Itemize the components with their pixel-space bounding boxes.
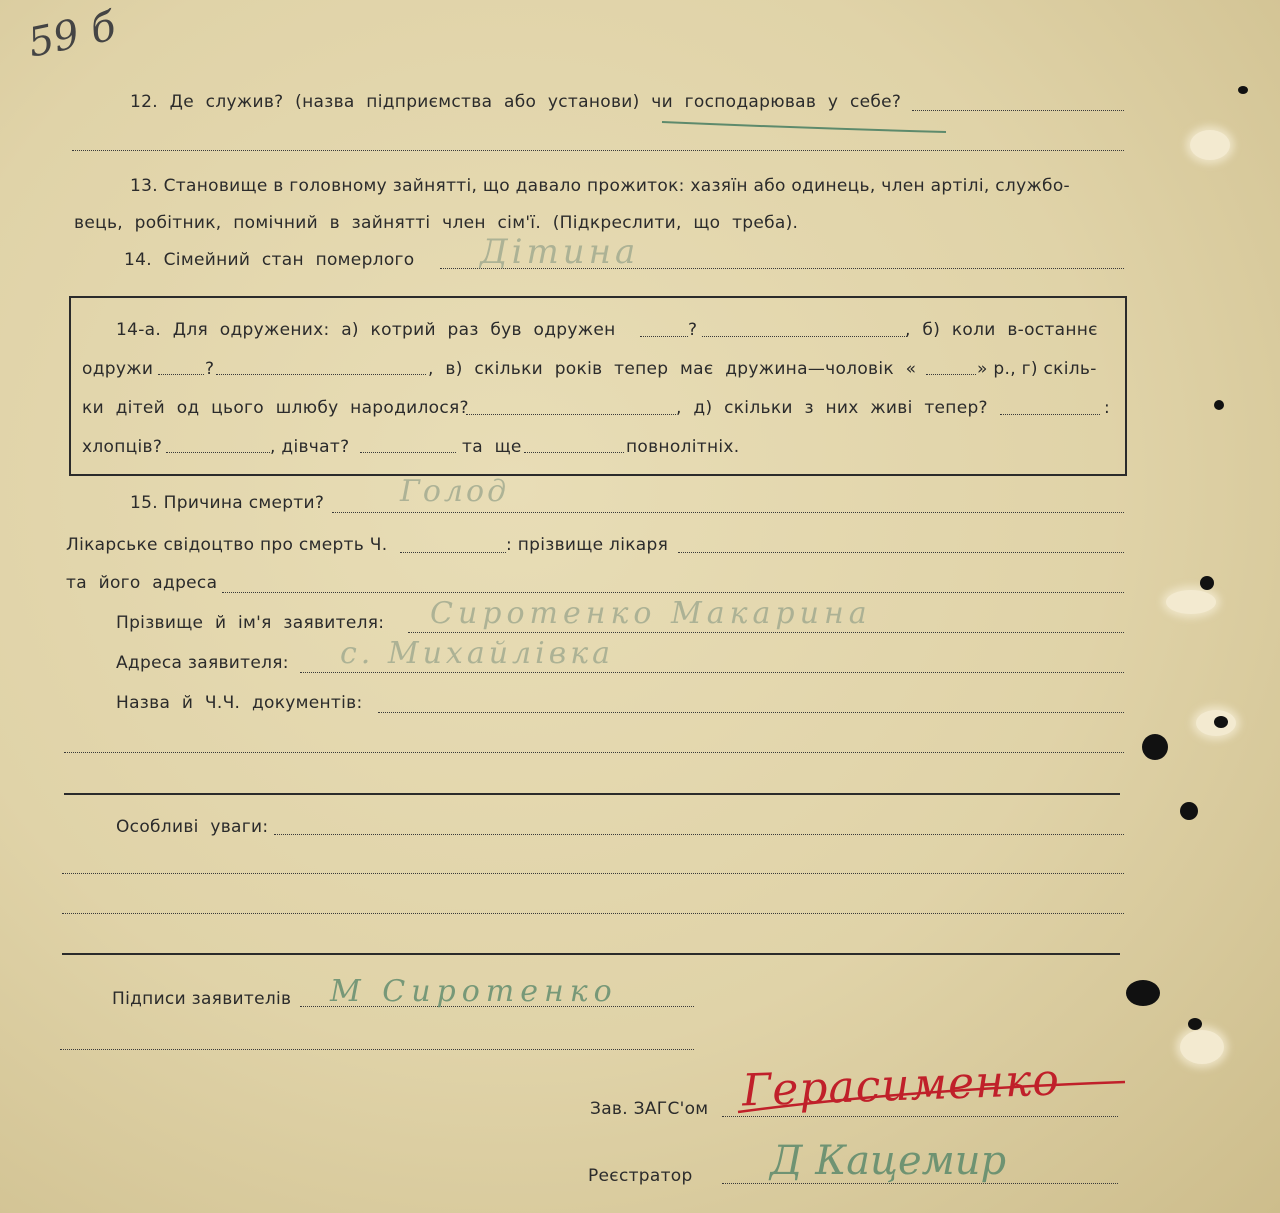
- box-line-4-b: , дівчат?: [270, 437, 350, 457]
- applicant-name-value: Сиротенко Макарина: [430, 596, 872, 631]
- binding-hole: [1214, 716, 1228, 728]
- doctor-address-label: та його адреса: [66, 573, 218, 593]
- paper-tear: [1190, 130, 1230, 160]
- box-line-1-b: , б) коли в-останнє: [905, 320, 1098, 340]
- question-14-label: 14. Сімейний стан померлого: [124, 250, 415, 270]
- box-line-2-b: , в) скільки років тепер має дружина—чоловік «: [428, 359, 917, 379]
- binding-hole: [1200, 576, 1214, 590]
- box-line-3-b: , д) скільки з них живі тепер?: [676, 398, 988, 418]
- binding-hole: [1142, 734, 1168, 760]
- doctor-surname-label: : прізвище лікаря: [506, 535, 669, 555]
- question-13-line-2: вець, робітник, помічний в зайнятті член сім'ї. (Підкреслити, що треба).: [74, 213, 799, 233]
- green-underline-q12: [662, 122, 946, 132]
- box-line-4-d: повнолітніх.: [626, 437, 740, 457]
- medical-certificate-label: Лікарське свідоцтво про смерть Ч.: [66, 535, 388, 555]
- box-line-4-c: та ще: [462, 437, 522, 457]
- registrar-label: Реєстратор: [588, 1166, 693, 1186]
- box-line-3-c: :: [1104, 398, 1111, 418]
- binding-hole: [1180, 802, 1198, 820]
- page-number: 59 б: [24, 3, 120, 67]
- box-line-2-q: ?: [205, 359, 215, 379]
- applicant-address-value: с. Михайлівка: [340, 636, 614, 671]
- box-line-4-a: хлопців?: [82, 437, 163, 457]
- box-line-2-c: » р., г) скіль-: [977, 359, 1097, 379]
- signatures-label: Підписи заявителів: [112, 989, 292, 1009]
- red-signature-flourish: [738, 1082, 1125, 1112]
- binding-hole: [1214, 400, 1224, 410]
- box-line-2-a: одружи: [82, 359, 154, 379]
- registrar-signature: Д Кацемир: [770, 1138, 1007, 1184]
- binding-hole: [1238, 86, 1248, 94]
- head-signature: Герасименко: [741, 1054, 1061, 1117]
- box-line-1-a: 14-а. Для одружених: а) котрий раз був одружен: [116, 320, 616, 340]
- question-13-line-1: 13. Становище в головному зайнятті, що давало прожиток: хазяїн або одинець, член артілі, службо-: [130, 176, 1070, 196]
- question-15-label: 15. Причина смерти?: [130, 493, 325, 513]
- head-of-registry-label: Зав. ЗАГС'ом: [590, 1099, 709, 1119]
- notes-label: Особливі уваги:: [116, 817, 269, 837]
- marital-status-value: Дітина: [480, 232, 640, 272]
- question-12-label: 12. Де служив? (назва підприємства або установи) чи господарював у себе?: [130, 92, 902, 112]
- applicant-address-label: Адреса заявителя:: [116, 653, 289, 673]
- box-line-3-a: ки дітей од цього шлюбу народилося?: [82, 398, 469, 418]
- paper-tear: [1166, 590, 1216, 614]
- death-cause-value: Голод: [400, 474, 510, 509]
- binding-hole: [1126, 980, 1160, 1006]
- documents-label: Назва й Ч.Ч. документів:: [116, 693, 363, 713]
- binding-hole: [1188, 1018, 1202, 1030]
- paper-tear: [1180, 1030, 1224, 1064]
- applicant-signature: М Сиротенко: [330, 974, 618, 1009]
- box-line-1-q: ?: [688, 320, 698, 340]
- applicant-name-label: Прізвище й ім'я заявителя:: [116, 613, 385, 633]
